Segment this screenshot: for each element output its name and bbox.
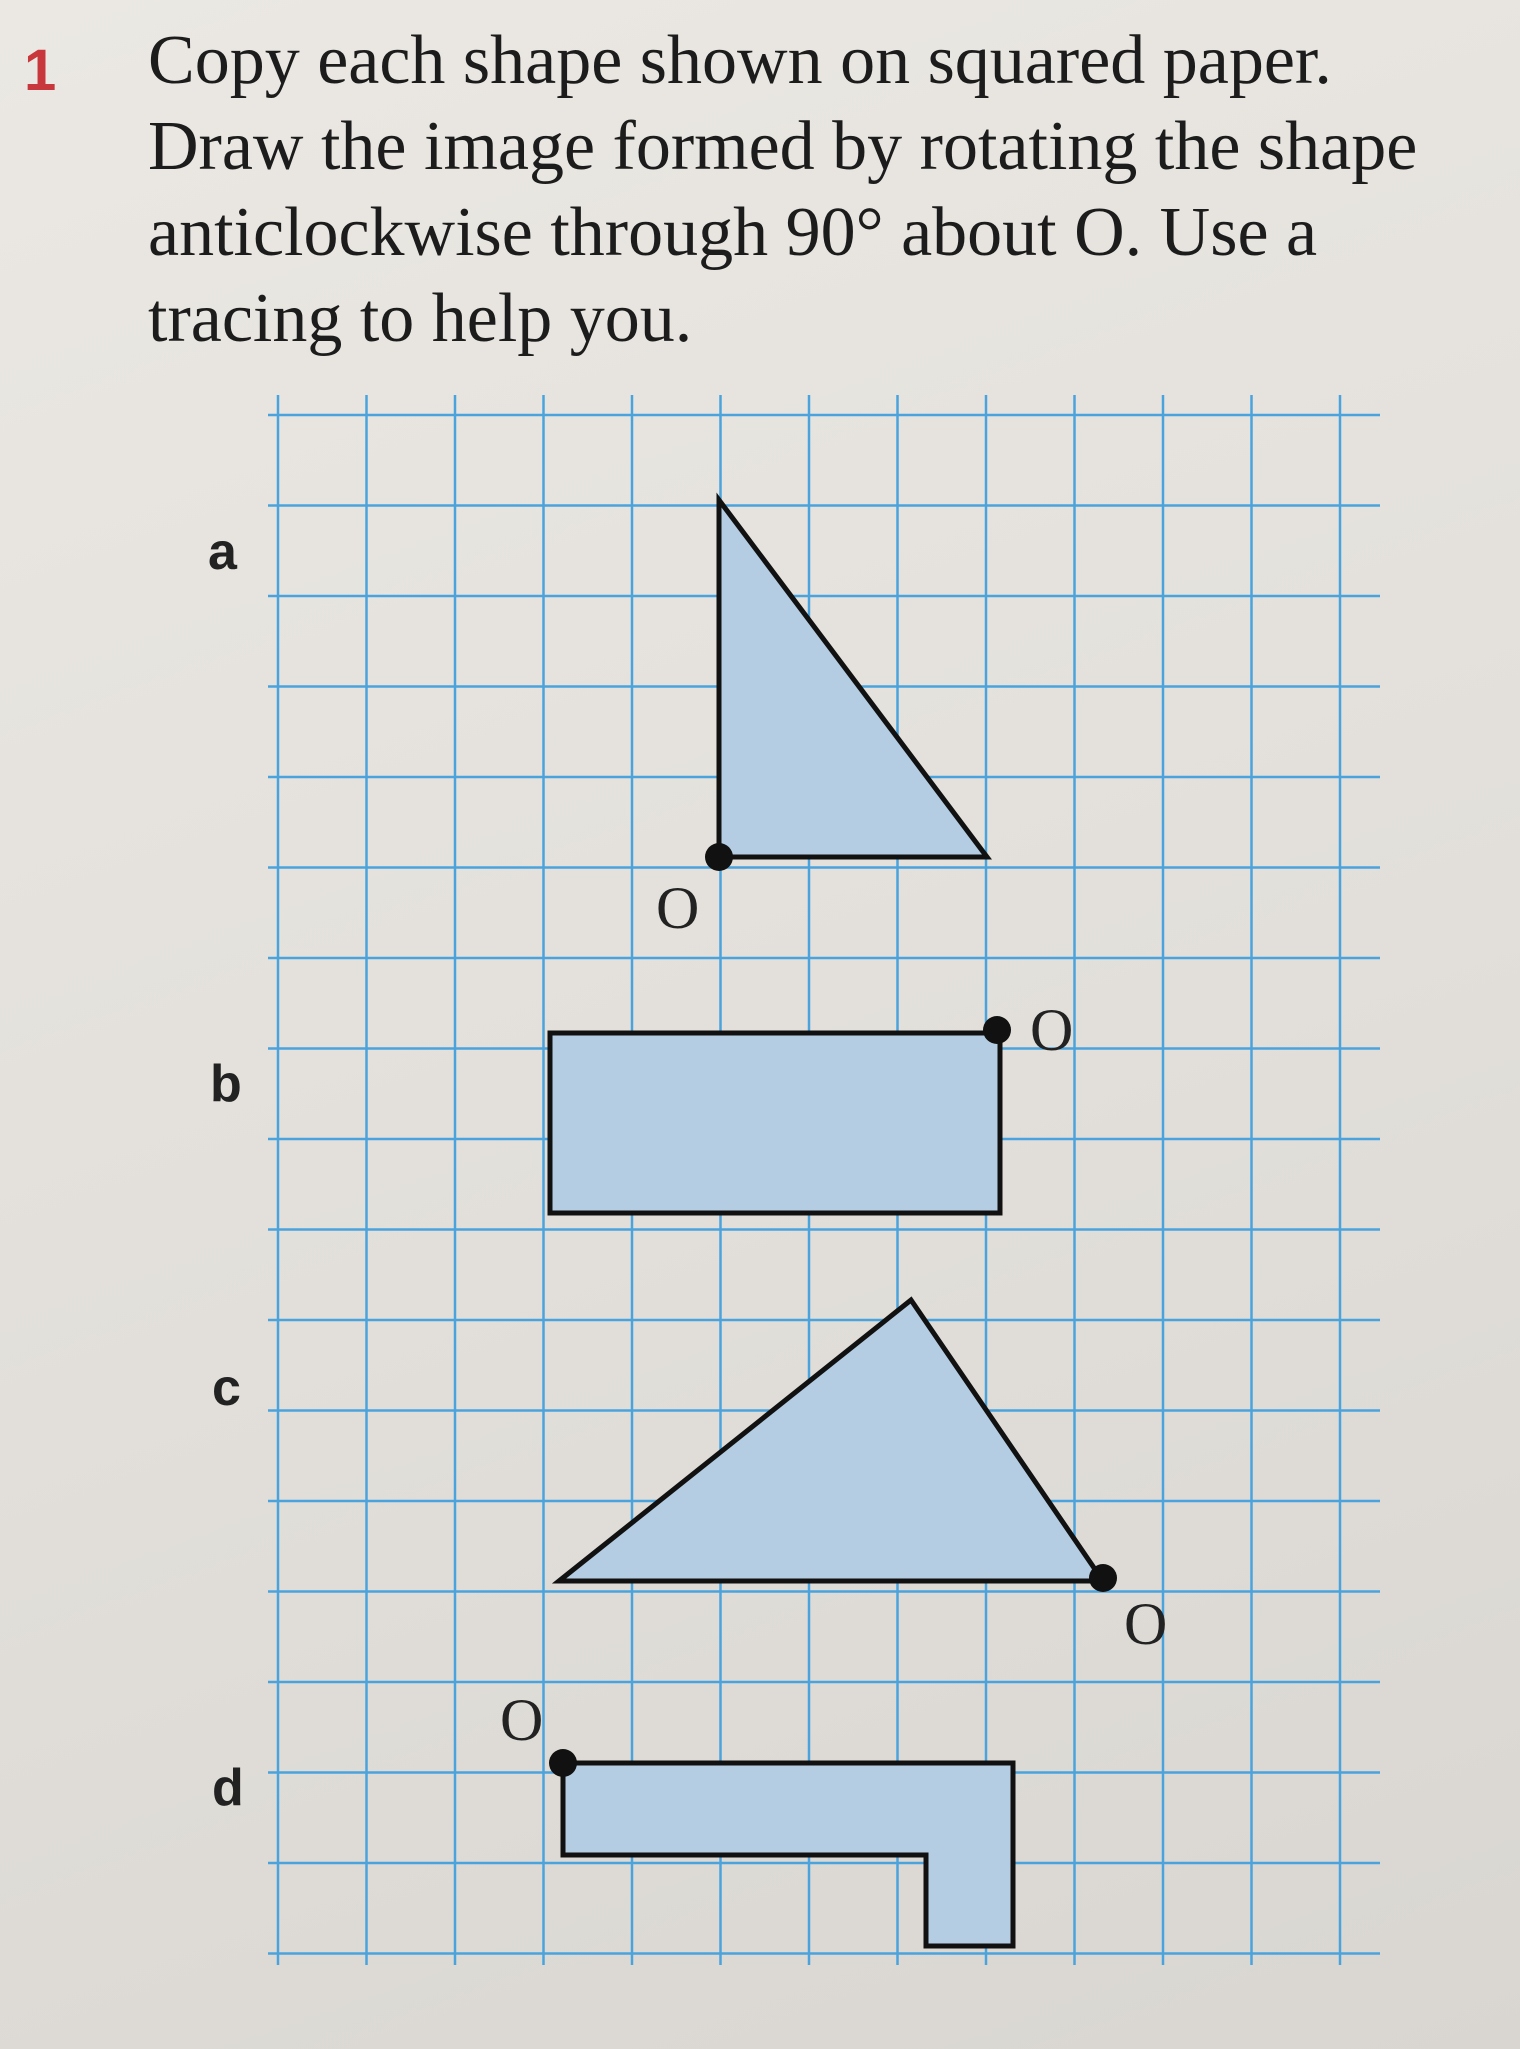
shape-c-triangle	[559, 1300, 1103, 1581]
part-label-b: b	[210, 1055, 242, 1113]
centre-label-b: O	[1030, 997, 1074, 1063]
question-line: Draw the image formed by rotating the shape	[148, 108, 1418, 185]
shape-b-rectangle	[550, 1033, 1000, 1213]
part-label-a: a	[208, 523, 237, 581]
question-line: Copy each shape shown on squared paper.	[148, 22, 1332, 99]
part-label-d: d	[212, 1759, 244, 1817]
question-number: 1	[24, 38, 57, 103]
rotation-centre-d	[549, 1749, 577, 1777]
shape-a-triangle	[719, 500, 987, 857]
rotation-centre-c	[1089, 1564, 1117, 1592]
shape-d-l-shape	[563, 1763, 1013, 1946]
rotation-centre-a	[705, 843, 733, 871]
centre-label-a: O	[656, 875, 700, 941]
centre-label-d: O	[500, 1687, 544, 1753]
centre-label-c: O	[1124, 1591, 1168, 1657]
part-label-c: c	[212, 1359, 241, 1417]
question-line: anticlockwise through 90° about O. Use a	[148, 194, 1318, 271]
rotation-centre-b	[983, 1016, 1011, 1044]
question-line: tracing to help you.	[148, 280, 693, 357]
